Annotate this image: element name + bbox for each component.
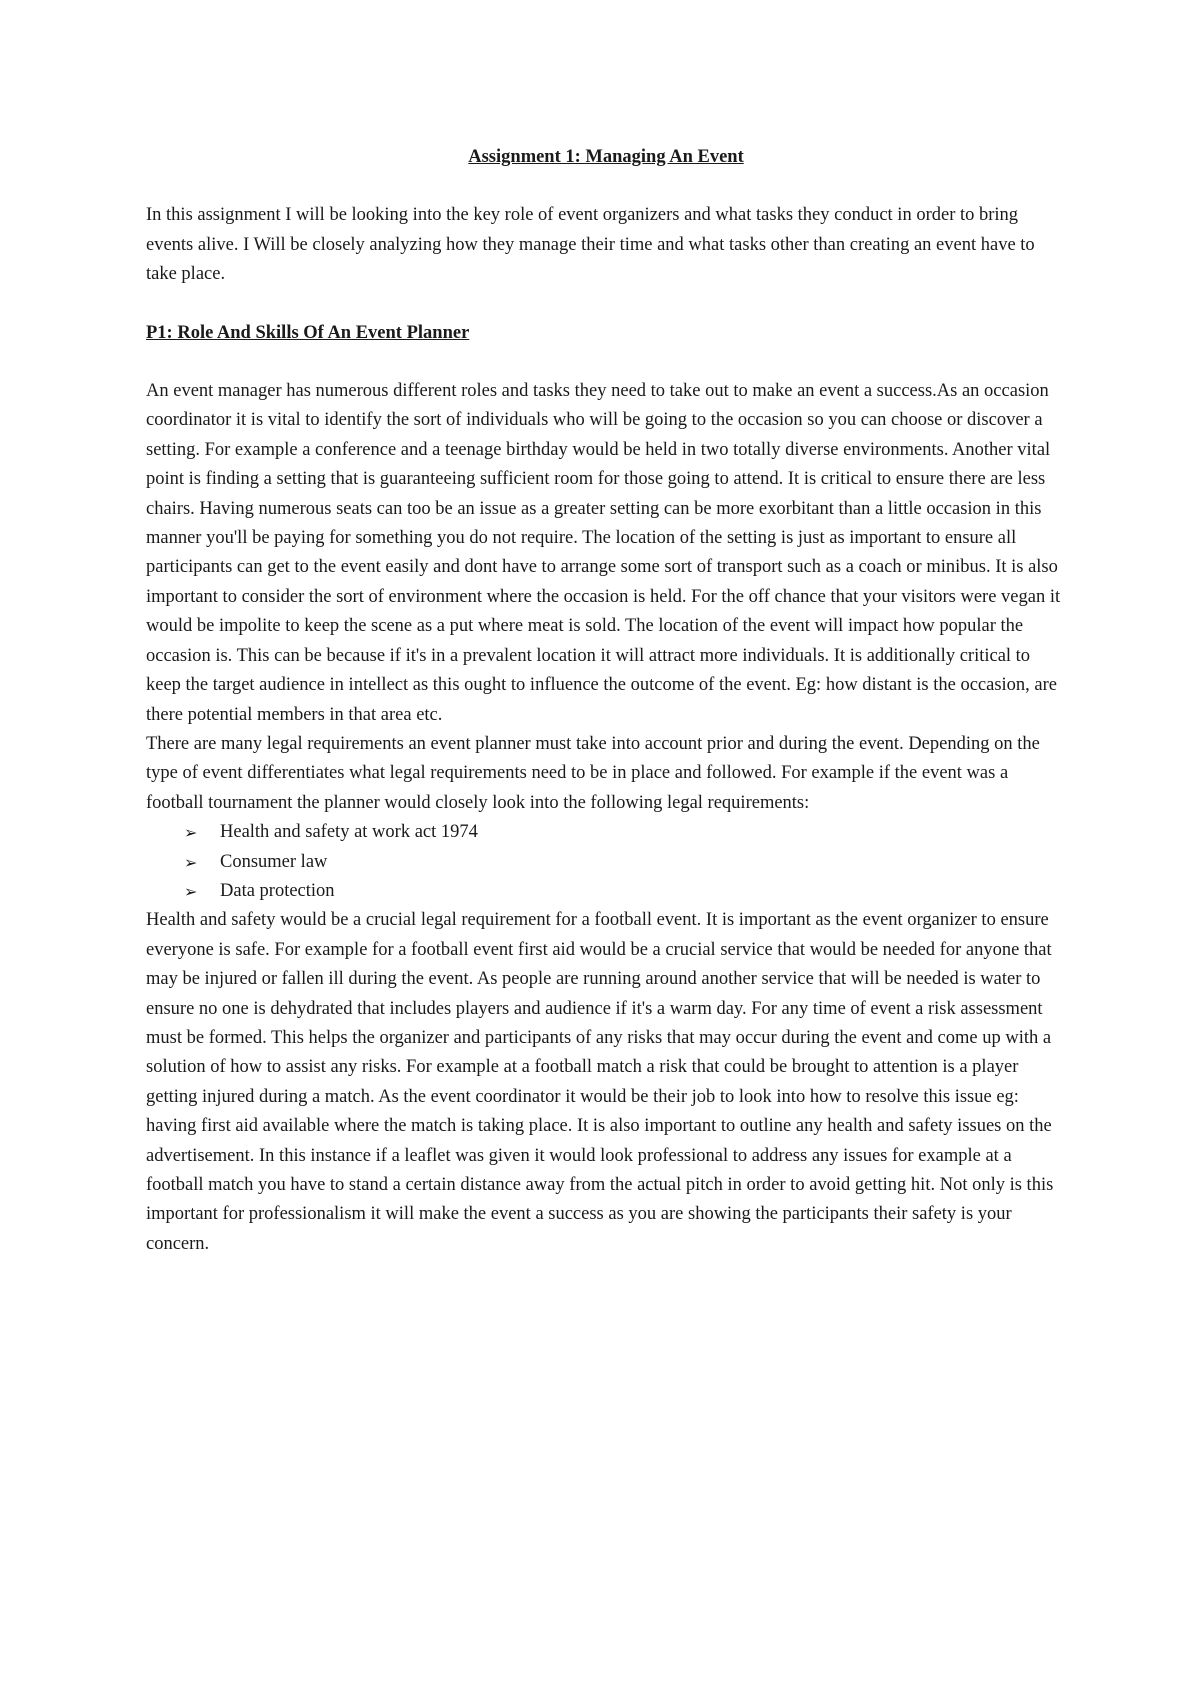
body-paragraph-3: Health and safety would be a crucial legal requirement for a football event. It is important as the event organizer to ensure everyone is safe. For example for a football event first aid would be a crucial service that would be needed for anyone that may be injured or fallen ill during the event. As people are running around another service that will be needed is water to ensure no one is dehydrated that includes players and audience if it's a warm day. For any time of event a risk assessment must be formed. This helps the organizer and participants of any risks that may occur during the event and come up with a solution of how to assist any risks. For example at a football match a risk that could be brought to attention is a player getting injured during a match. As the event coordinator it would be their job to look into how to resolve this issue eg: having first aid available where the match is taking place. It is also important to outline any health and safety issues on the advertisement. In this instance if a leaflet was given it would look professional to address any issues for example at a football match you have to stand a certain distance away from the actual pitch in order to avoid getting hit. Not only is this important for professionalism it will make the event a success as you are showing the participants their safety is your concern. — [146, 910, 1054, 1254]
list-item — [184, 877, 1066, 906]
section-heading: P1: Role And Skills Of An Event Planner — [146, 322, 470, 343]
list-item-text: Data protection — [220, 880, 335, 901]
list-item — [184, 848, 1066, 877]
list-item-text: Health and safety at work act 1974 — [220, 822, 478, 843]
arrow-bullet-icon: ➢ — [184, 881, 198, 901]
arrow-bullet-icon: ➢ — [184, 823, 198, 843]
list-item-text: Consumer law — [220, 851, 328, 872]
legal-requirements-list — [146, 818, 1066, 906]
document-title: Assignment 1: Managing An Event — [468, 147, 744, 167]
body-paragraph-2: There are many legal requirements an event planner must take into account prior and during the event. Depending on the type of event differentiates what legal requirements need to be in place and followed. For example if the event was a football tournament the planner would closely look into the following legal requirements: — [146, 733, 1040, 813]
arrow-bullet-icon: ➢ — [184, 852, 198, 872]
body-paragraph-1: An event manager has numerous different roles and tasks they need to take out to make an event a success.As an occasion coordinator it is vital to identify the sort of individuals who will be going to the occasion so you can choose or discover a setting. For example a conference and a teenage birthday would be held in two totally diverse environments. Another vital point is finding a setting that is guaranteeing sufficient room for those going to attend. It is critical to ensure there are less chairs. Having numerous seats can too be an issue as a greater setting can be more exorbitant than a little occasion in this manner you'll be paying for something you do not require. The location of the setting is just as important to ensure all participants can get to the event easily and dont have to arrange some sort of transport such as a coach or minibus. It is also important to consider the sort of environment where the occasion is held. For the off chance that your visitors were vegan it would be impolite to keep the scene as a put where meat is sold. The location of the event will impact how popular the occasion is. This can be because if it's in a prevalent location it will attract more individuals. It is additionally critical to keep the target audience in intellect as this ought to influence the outcome of the event. Eg: how distant is the occasion, are there potential members in that area etc. — [146, 381, 1061, 725]
intro-paragraph: In this assignment I will be looking into the key role of event organizers and what tasks they conduct in order to bring events alive. I Will be closely analyzing how they manage their time and what tasks other than creating an event have to take place. — [146, 205, 1035, 285]
list-item — [184, 818, 1066, 847]
document-body — [146, 143, 1066, 1259]
